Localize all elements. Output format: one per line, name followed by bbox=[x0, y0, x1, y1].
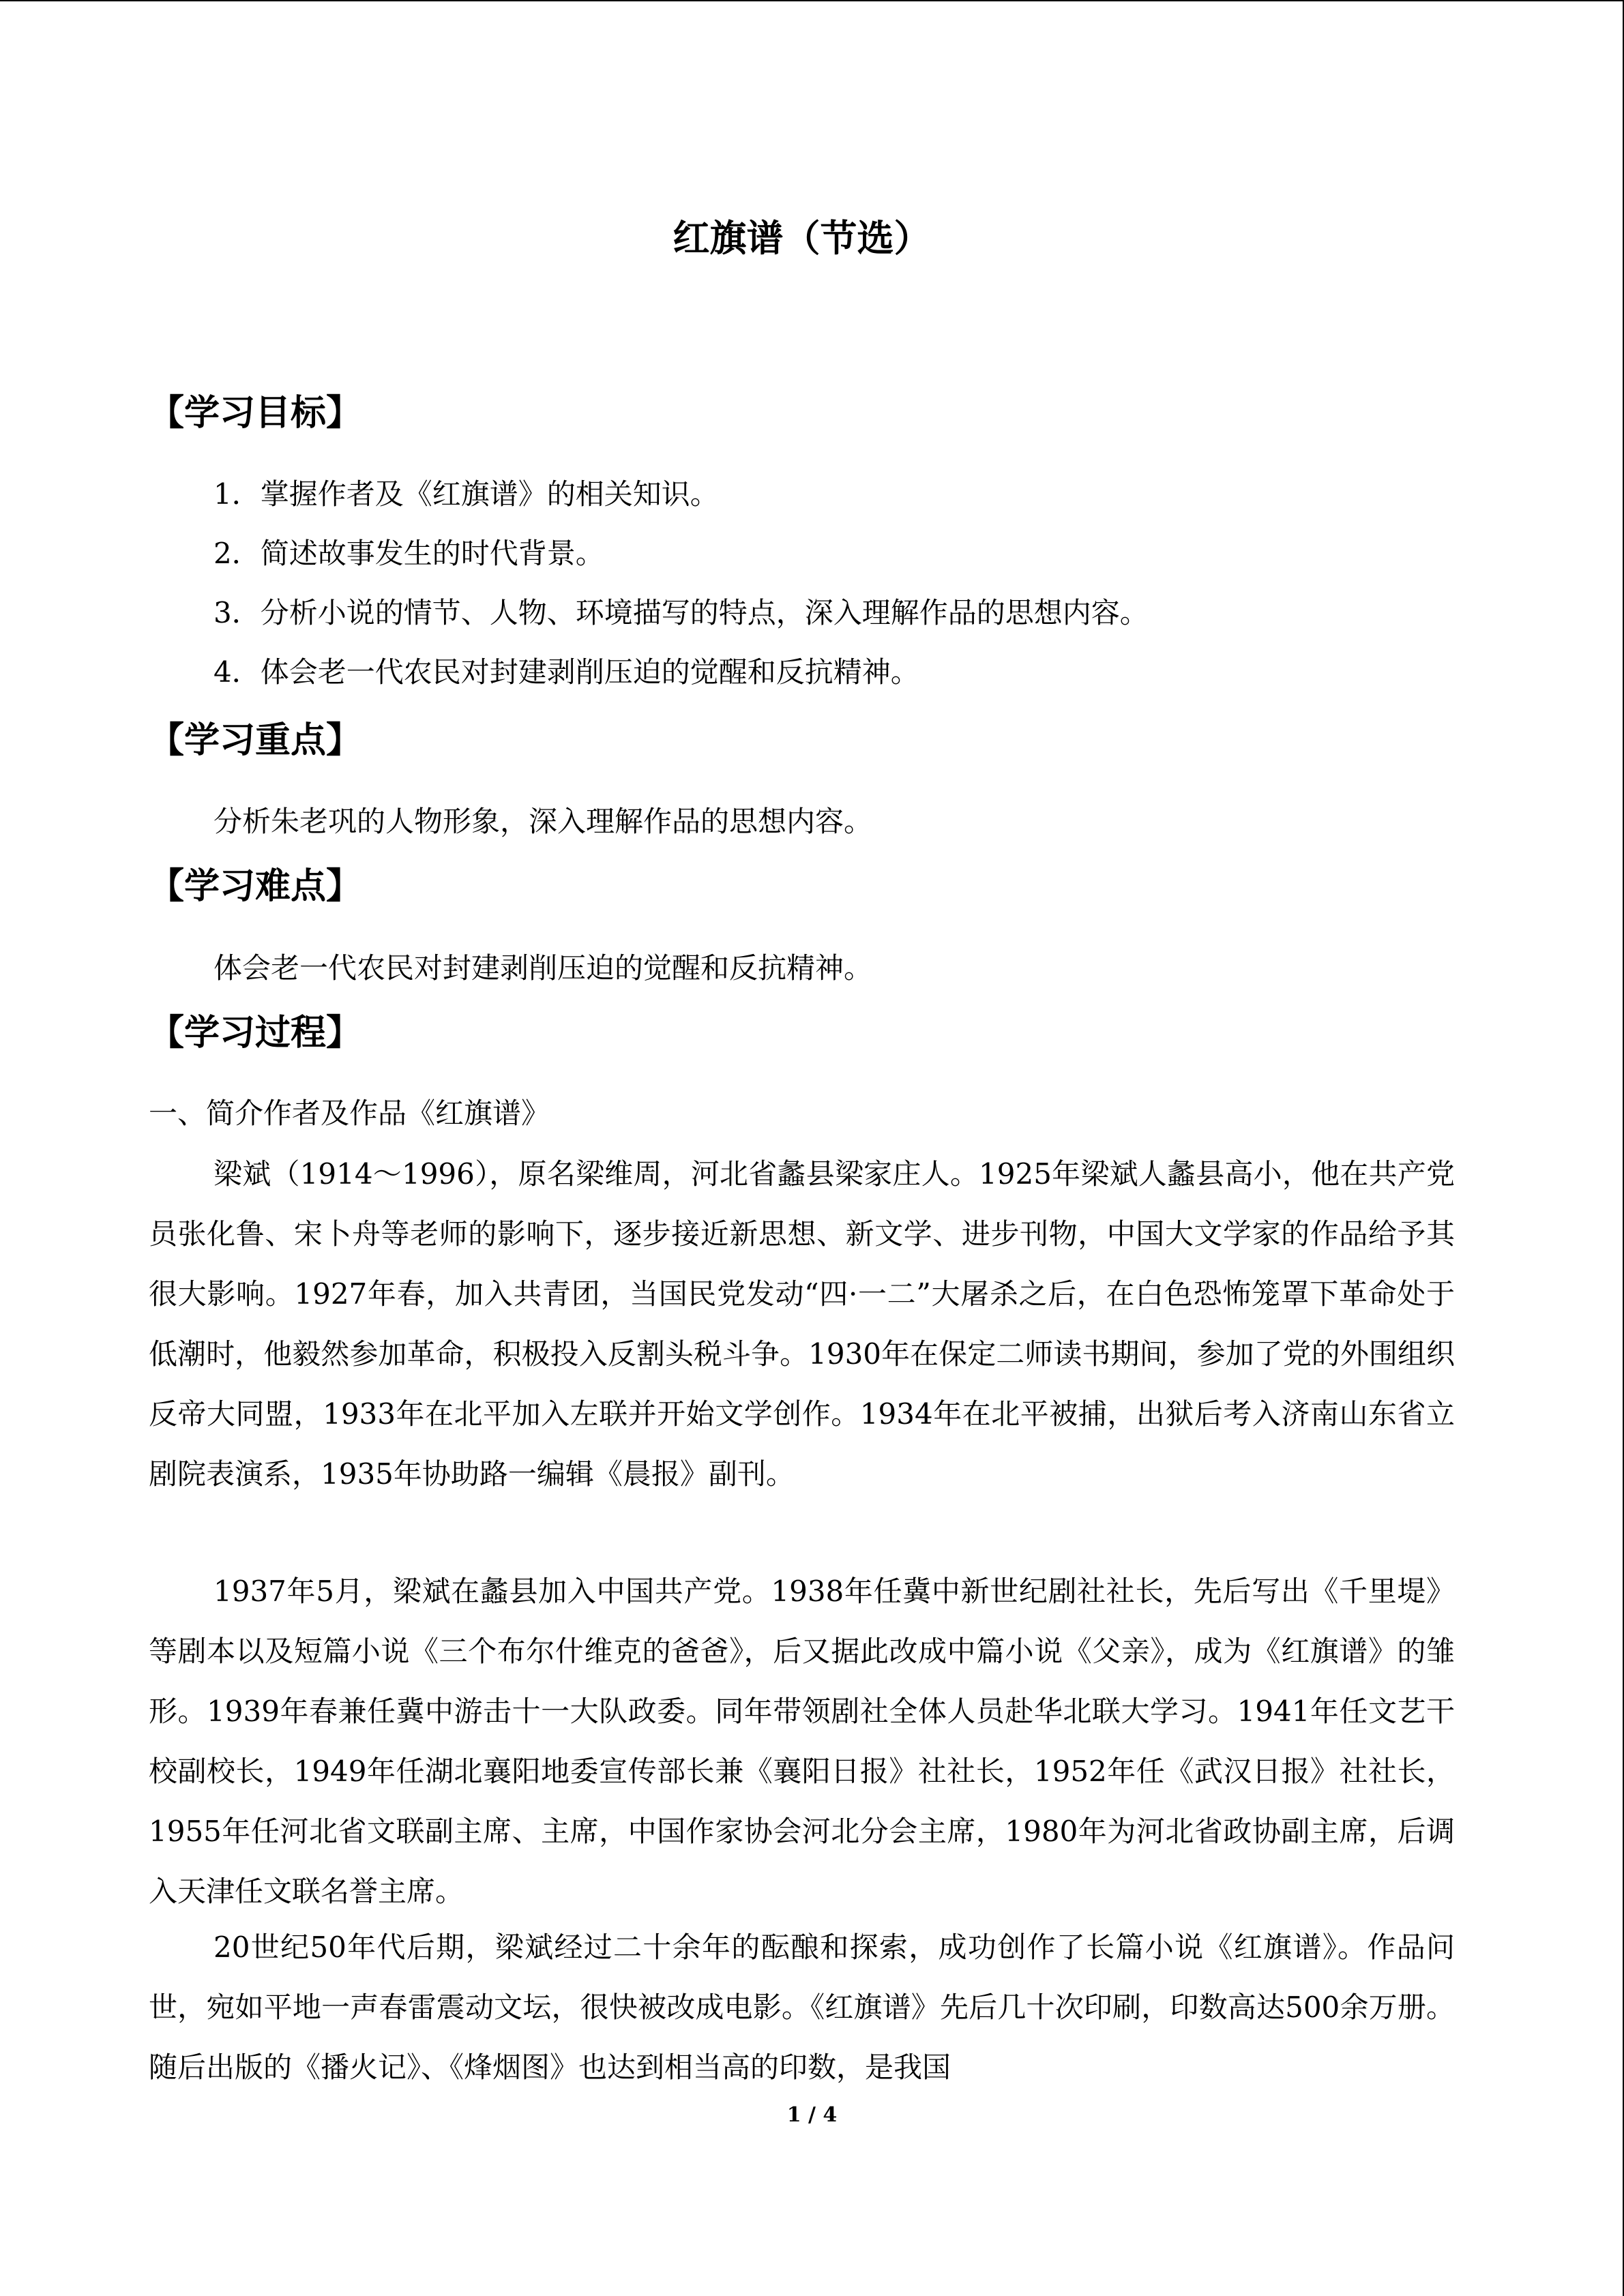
objective-item: 1．掌握作者及《红旗谱》的相关知识。 bbox=[213, 477, 719, 511]
section-heading-difficulties: 【学习难点】 bbox=[149, 866, 362, 907]
objective-item: 4．体会老一代农民对封建剥削压迫的觉醒和反抗精神。 bbox=[213, 655, 919, 689]
process-subheading: 一、简介作者及作品《红旗谱》 bbox=[149, 1097, 550, 1130]
section-heading-process: 【学习过程】 bbox=[149, 1013, 362, 1054]
page-number: 1 / 4 bbox=[786, 2103, 838, 2127]
work-intro-paragraph: 20世纪50年代后期，梁斌经过二十余年的酝酿和探索，成功创作了长篇小说《红旗谱》。作品问世，宛如平地一声春雷震动文坛，很快被改成电影。《红旗谱》先后几十次印刷，印数高达500余万册。随后出版的《播火记》、《烽烟图》也达到相当高的印数，是我国 bbox=[149, 1930, 1455, 2084]
document-title: 红旗谱（节选） bbox=[673, 217, 931, 260]
section-heading-key-points: 【学习重点】 bbox=[149, 720, 362, 761]
section-heading-objectives: 【学习目标】 bbox=[149, 393, 362, 434]
objective-item: 2．简述故事发生的时代背景。 bbox=[213, 537, 604, 570]
author-bio-paragraph: 梁斌（1914～1996），原名梁维周，河北省蠡县梁家庄人。1925年梁斌人蠡县高小，他在共产党员张化鲁、宋卜舟等老师的影响下，逐步接近新思想、新文学、进步刊物，中国大文学家的作品给予其很大影响。1927年春，加入共青团，当国民党发动“四·一二”大屠杀之后，在白色恐怖笼罩下革命处于低潮时，他毅然参加革命，积极投入反割头税斗争。1930年在保定二师读书期间，参加了党的外围组织反帝大同盟，1933年在北平加入左联并开始文学创作。1934年在北平被捕，出狱后考入济南山东省立剧院表演系，1935年协助路一编辑《晨报》副刊。 bbox=[149, 1157, 1455, 1491]
author-career-paragraph: 1937年5月，梁斌在蠡县加入中国共产党。1938年任冀中新世纪剧社社长，先后写出《千里堤》等剧本以及短篇小说《三个布尔什维克的爸爸》，后又据此改成中篇小说《父亲》，成为《红旗谱》的雏形。1939年春兼任冀中游击十一大队政委。同年带领剧社全体人员赴华北联大学习。1941年任文艺干校副校长，1949年任湖北襄阳地委宣传部长兼《襄阳日报》社社长，1952年任《武汉日报》社社长，1955年任河北省文联副主席、主席，中国作家协会河北分会主席，1980年为河北省政协副主席，后调入天津任文联名誉主席。 bbox=[149, 1575, 1455, 1908]
objective-item: 3．分析小说的情节、人物、环境描写的特点，深入理解作品的思想内容。 bbox=[213, 596, 1149, 629]
difficulties-text: 体会老一代农民对封建剥削压迫的觉醒和反抗精神。 bbox=[213, 951, 873, 985]
key-points-text: 分析朱老巩的人物形象，深入理解作品的思想内容。 bbox=[213, 805, 873, 838]
